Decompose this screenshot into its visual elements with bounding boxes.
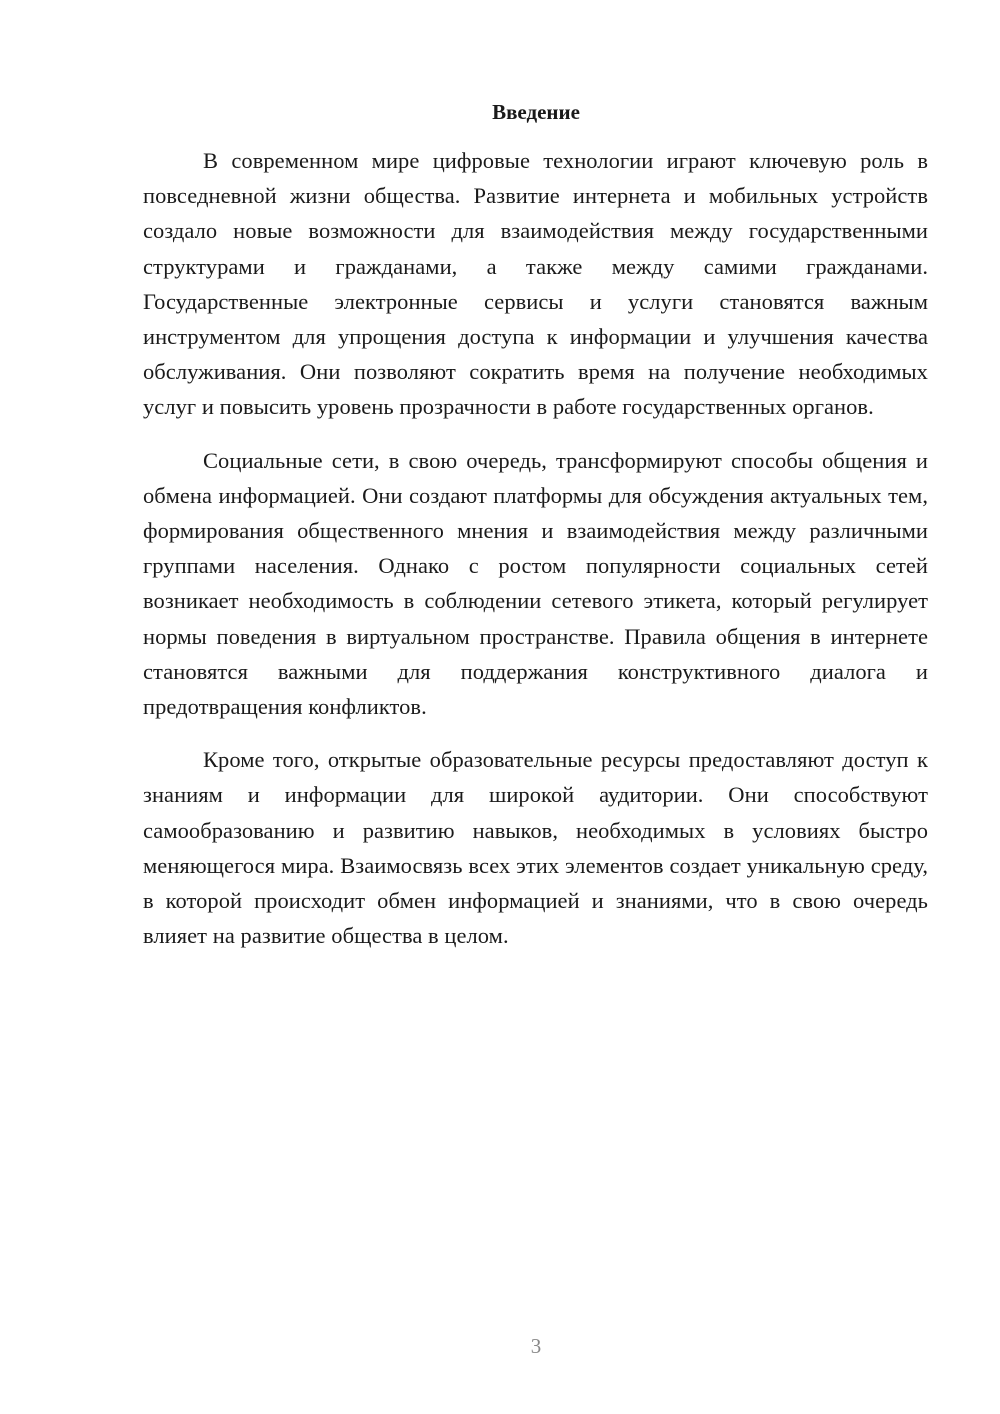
page-number: 3 xyxy=(530,1334,542,1358)
paragraph: В современном мире цифровые технологии играют ключевую роль в повседневной жизни общества. Развитие интернета и мобильных устройств создало новые возможности для взаимодействия между государственными структурами и гражданами, а также между самими гражданами. Государственные электронные сервисы и услуги становятся важным инструментом для упрощения доступа к информации и улучшения качества обслуживания. Они позволяют сократить время на получение необходимых услуг и повысить уровень прозрачности в работе государственных органов. xyxy=(143,148,928,420)
section-heading: Введение xyxy=(492,100,580,124)
body-text xyxy=(143,143,928,953)
paragraph: Социальные сети, в свою очередь, трансформируют способы общения и обмена информацией. Они создают платформы для обсуждения актуальных тем, формирования общественного мнения и взаимодействия между различными группами населения. Однако с ростом популярности социальных сетей возникает необходимость в соблюдении сетевого этикета, который регулирует нормы поведения в виртуальном пространстве. Правила общения в интернете становятся важными для поддержания конструктивного диалога и предотвращения конфликтов. xyxy=(143,447,928,720)
paragraph: Кроме того, открытые образовательные ресурсы предоставляют доступ к знаниям и информации для широкой аудитории. Они способствуют самообразованию и развитию навыков, необходимых в условиях быстро меняющегося мира. Взаимосвязь всех этих элементов создает уникальную среду, в которой происходит обмен информацией и знаниями, что в свою очередь влияет на развитие общества в целом. xyxy=(143,747,928,949)
